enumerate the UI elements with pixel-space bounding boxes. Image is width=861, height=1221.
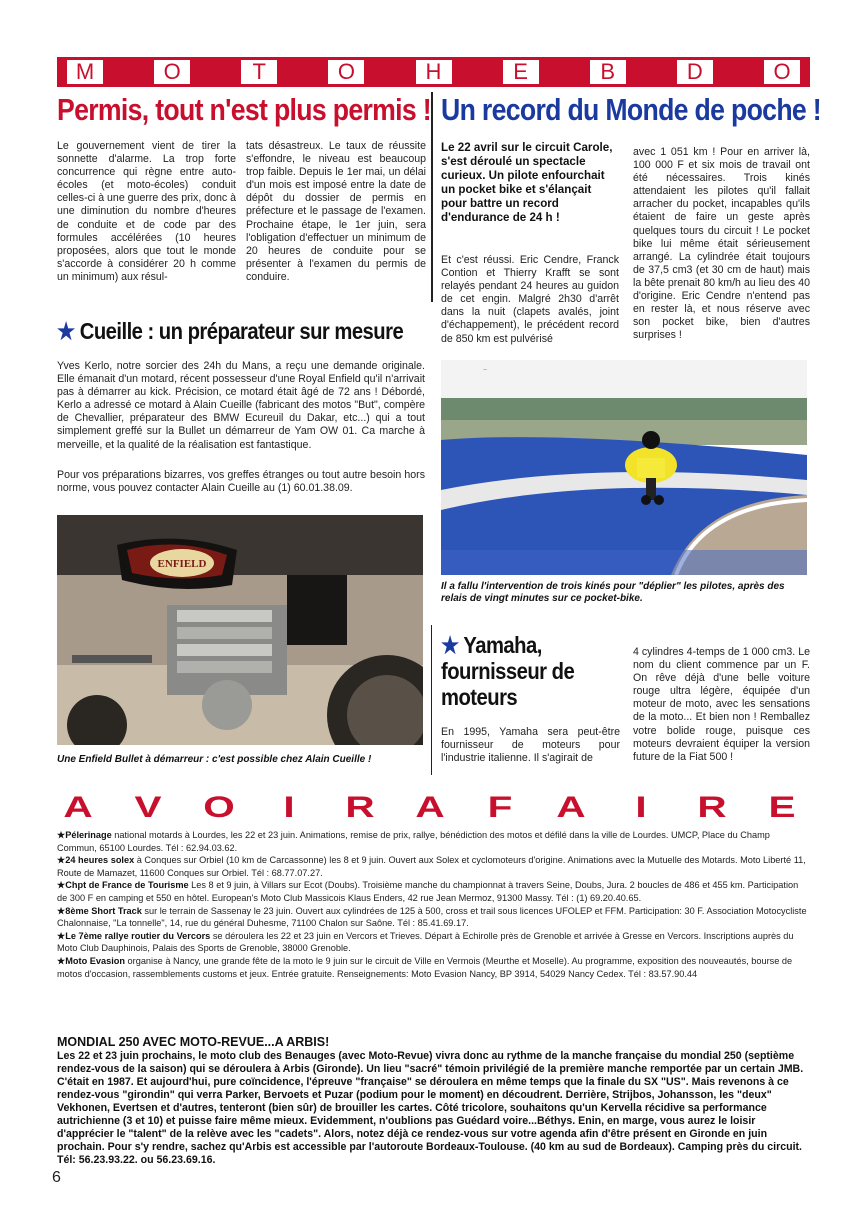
agenda-item-text: Les 8 et 9 juin, à Villars sur Ecot (Doubs). Troisième manche du championnat à travers Seine, Doubs, Jura. 2 boucles de 486 et 455 km. Participation de 300 F en camping et 550 en hôtel. European's Moto Club Massicois Klaus Enders, 42 rue Jean Mermoz, 91300 Massy. Tél : (1) 69.20.40.65. — [57, 880, 799, 903]
cueille-contact: Pour vos préparations bizarres, vos greffes étranges ou tout autre besoin hors norme, vous pouvez contacter Alain Cueille au (1) 60.01.38.09. — [57, 469, 425, 495]
voir-letter: E — [768, 791, 796, 824]
voir-letter: O — [203, 791, 235, 824]
voir-letter: A — [556, 791, 586, 824]
voir-letter: R — [344, 791, 375, 824]
banner-letter: M — [67, 60, 103, 84]
record-caption: Il a fallu l'intervention de trois kinés pour "déplier" les pilotes, après des relais de vingt minutes sur ce pocket-bike. — [441, 581, 785, 604]
star-icon: ★ — [57, 855, 66, 866]
star-icon: ★ — [57, 955, 66, 966]
star-icon: ★ — [57, 830, 66, 840]
record-headline: Un record du Monde de poche ! — [441, 92, 821, 127]
agenda-item-title: Le 7ème rallye routier du Vercors — [65, 930, 211, 941]
mondial-title: MONDIAL 250 AVEC MOTO-REVUE...A ARBIS! — [57, 1035, 330, 1049]
voir-letter: R — [696, 791, 727, 824]
banner-letter: O — [764, 60, 800, 84]
enfield-photo — [57, 515, 423, 745]
banner-letter: O — [154, 60, 190, 84]
yamaha-headline-l3: moteurs — [441, 684, 518, 710]
yamaha-headline — [441, 632, 574, 710]
permis-headline: Permis, tout n'est plus permis ! — [57, 92, 431, 127]
agenda-item-text: à Conques sur Orbiel (10 km de Carcassonne) les 8 et 9 juin. Ouvert aux Solex et cyclomoteurs d'origine. Animations avec la Mutuelle des Motards. Moto Liberté 11, Route de Mamazet, 11600 Conques sur Orbiel. Tél : 68.77.07.27. — [57, 855, 806, 878]
agenda-item — [57, 905, 809, 930]
mondial-body: Les 22 et 23 juin prochains, le moto club des Benauges (avec Moto-Revue) vivra donc au rythme de la manche française du mondial 250 (septième rendez-vous de la saison) qui se déroulera à Arbis (Gironde). Un lieu "sacré" témoin privilégié de la première manche remportée par un certain JMB. C'était en 1987. Et aujourd'hui, pure coïncidence, l'épreuve "française" se déroulera en même temps que la finale du SX "US". Mais revenons à ce rendez-vous "girondin" qui verra Parker, Bervoets et Puzar (podium pour le moment) en découdrent. Derrière, Strijbos, Johansson, les "deux" Vekhonen, Evertsen et d'autres, tenteront (bien sûr) de brouiller les cartes. Côté tricolore, souhaitons qu'un Kervella récidive sa performance autrichienne (3 et 10) et puisse faire même mieux. Evidemment, n'oublions pas Guédard voire...Béthys. Enin, en marge, vous aurez le loisir d'apprécier le "talent" de la relève avec les "cadets". Alors, notez déjà ce rendez-vous sur votre agenda afin d'être présent en Gironde en juin prochain. Pour s'y rendre, sachez qu'Arbis est accessible par l'autoroute Bordeaux-Toulouse. (40 km au sud de Bordeaux). Camping près du circuit. Tél: 56.23.93.22. ou 56.23.69.16. — [57, 1050, 804, 1166]
banner-letter: D — [677, 60, 713, 84]
column-separator — [431, 92, 433, 302]
page-number: 6 — [52, 1169, 61, 1186]
star-icon: ★ — [57, 880, 66, 891]
voir-letter: F — [487, 791, 513, 824]
record-col1: Et c'est réussi. Eric Cendre, Franck Contion et Thierry Krafft se sont relayés pendant 24 heures au guidon de cet engin. Malgré 2h30 d'arrêt dans la nuit (clapets avalés, joint d'échappement), le précédent record de 850 km est pulvérisé — [441, 254, 619, 345]
agenda-list — [57, 829, 809, 980]
svg-text:~: ~ — [483, 367, 488, 374]
yamaha-headline-l1: Yamaha, — [463, 632, 542, 658]
voir-letter: I — [635, 791, 647, 824]
banner-letter: T — [241, 60, 277, 84]
cueille-headline — [57, 318, 403, 345]
star-icon: ★ — [57, 905, 66, 916]
column-separator — [431, 625, 432, 775]
agenda-item-text: national motards à Lourdes, les 22 et 23 juin. Animations, remise de prix, rallye, bénédiction des motos et défilé dans la ville de Lourdes. UMCP, Place du Champ Commun, 65100 Lourdes. Tél : 62.94.03.62. — [57, 830, 770, 853]
agenda-item — [57, 829, 809, 854]
agenda-item — [57, 955, 809, 980]
agenda-item-title: 24 heures solex — [65, 855, 135, 866]
enfield-caption: Une Enfield Bullet à démarreur : c'est possible chez Alain Cueille ! — [57, 754, 372, 765]
voir-letter: V — [134, 791, 162, 824]
voir-letter: A — [415, 791, 445, 824]
banner-letter: B — [590, 60, 626, 84]
star-icon: ★ — [441, 632, 459, 658]
agenda-item-title: Pélerinage — [65, 830, 112, 840]
cueille-body: Yves Kerlo, notre sorcier des 24h du Mans, a reçu une demande originale. Elle émanait d'un motard, récent possesseur d'une Royal Enfield qu'il n'arrivait pas à démarrer au kick. Précision, ce motard était âgé de 72 ans ! Débordé, Kerlo a adressé ce motard à Alain Cueille (fabricant des motos "But", compère de Chevallier, préparateur des BMW Ecureuil du Dakar, etc...) qui a tout simplement greffé sur la Bullet un démarreur de Yam OW 01. Ca marche à merveille, et la qualité de la réalisation est fantastique. — [57, 360, 425, 451]
agenda-item-text: sur le terrain de Sassenay le 23 juin. Ouvert aux cylindrées de 125 à 500, cross et trail sous licences UFOLEP et FFM. Participation: 30 F. Association Motocycliste Chalonnaise, "La tonnelle", 14, rue du général Duhesme, 71100 Chalon sur Saône. Tél : 85.41.69.17. — [57, 905, 807, 929]
banner-letter: H — [416, 60, 452, 84]
cueille-headline-text: Cueille : un préparateur sur mesure — [79, 318, 404, 344]
agenda-item-title: 8ème Short Track — [65, 905, 142, 916]
pocket-bike-illustration — [441, 360, 807, 575]
star-icon: ★ — [57, 930, 66, 941]
voir-letter: I — [283, 791, 295, 824]
yamaha-headline-l2: fournisseur de — [441, 658, 575, 684]
moto-hebdo-banner — [57, 57, 810, 87]
yamaha-col1: En 1995, Yamaha sera peut-être fournisseur de moteurs pour l'industrie italienne. Il s'agirait de — [441, 726, 620, 765]
agenda-item-text: se déroulera les 22 et 23 juin en Vercors et Trieves. Départ à Echirolle près de Grenoble et arrivée à Gresse en Vercors. Inscriptions auprès du Moto Club Dauphinois, Palais des Sports de Grenoble, 38000 Grenoble. — [57, 930, 794, 954]
permis-col1: Le gouvernement vient de tirer la sonnette d'alarme. La trop forte concurrence qui règne entre auto-écoles (et moto-écoles) conduit celles-ci à une guerre des prix, donc à une diminution du nombre d'heures de conduite et de code par des formules accélérées (10 heures proposées, alors que tout le monde s'accorde à considérer 20 h comme un minimum) aux résul- — [57, 140, 237, 283]
agenda-item — [57, 879, 809, 904]
pocket-bike-photo — [441, 360, 807, 575]
banner-letter: O — [328, 60, 364, 84]
star-icon: ★ — [57, 318, 75, 344]
enfield-tank-logo: ENFIELD — [157, 558, 207, 570]
banner-letter: E — [503, 60, 539, 84]
a-voir-a-faire-title — [55, 793, 805, 823]
agenda-item — [57, 854, 809, 879]
agenda-item-text: organise à Nancy, une grande fête de la moto le 9 juin sur le circuit de Ville en Vermois (Meurthe et Moselle). Au programme, exposition des nouveautés, bourse de motos d'occasion, rassemblements customs et jeux. Entrée gratuite. Renseignements: Moto Evasion Nancy, BP 3914, 54029 Nancy Cedex. Tél : 83.57.90.44 — [57, 955, 793, 979]
agenda-item — [57, 930, 809, 955]
permis-col2: tats désastreux. Le taux de réussite s'effondre, le niveau est beaucoup trop faible. Depuis le 1er mai, un délai d'un mois est imposé entre la date de dépôt du dossier de permis en préfecture et le passage de l'examen. Prochaine étape, le 1er juin, sera l'obligation d'effectuer un minimum de 20 heures de conduite pour se présenter à l'examen du permis de conduire. — [246, 140, 426, 283]
agenda-item-title: Moto Evasion — [65, 955, 125, 966]
enfield-illustration — [57, 515, 423, 745]
record-lead: Le 22 avril sur le circuit Carole, s'est déroulé un spectacle curieux. Un pilote enfourchait un pocket bike et s'élançait pour battre un record d'endurance de 24 h ! — [441, 141, 613, 224]
agenda-item-title: Chpt de France de Tourisme — [65, 880, 189, 891]
record-col2: avec 1 051 km ! Pour en arriver là, 100 000 F et six mois de travail ont été nécessaires. Trois kinés attendaient les pilotes qu'il fallait arracher du pocket, incapables qu'ils étaient de faire un geste après quelques tours du circuit ! Le pocket bike lui même était sérieusement arrangé. La cylindrée était toujours de 37,5 cm3 (et 30 cm de haut) mais la bête prenait 80 km/h au lieu des 40 d'origine. Eric Cendre n'entend pas en rester là, et nous réserve avec son pocket bike, bien d'autres surprises ! — [633, 146, 810, 342]
voir-letter: A — [63, 791, 93, 824]
yamaha-col2: 4 cylindres 4-temps de 1 000 cm3. Le nom du client commence par un F. On rêve déjà d'une belle voiture rouge ultra légère, équipée d'un moteur de moto, avec les sensations de la moto... Et bien non ! Remballez votre bolide rouge, puisque ces moteurs devraient équiper la version future de la Fiat 500 ! — [633, 646, 810, 763]
